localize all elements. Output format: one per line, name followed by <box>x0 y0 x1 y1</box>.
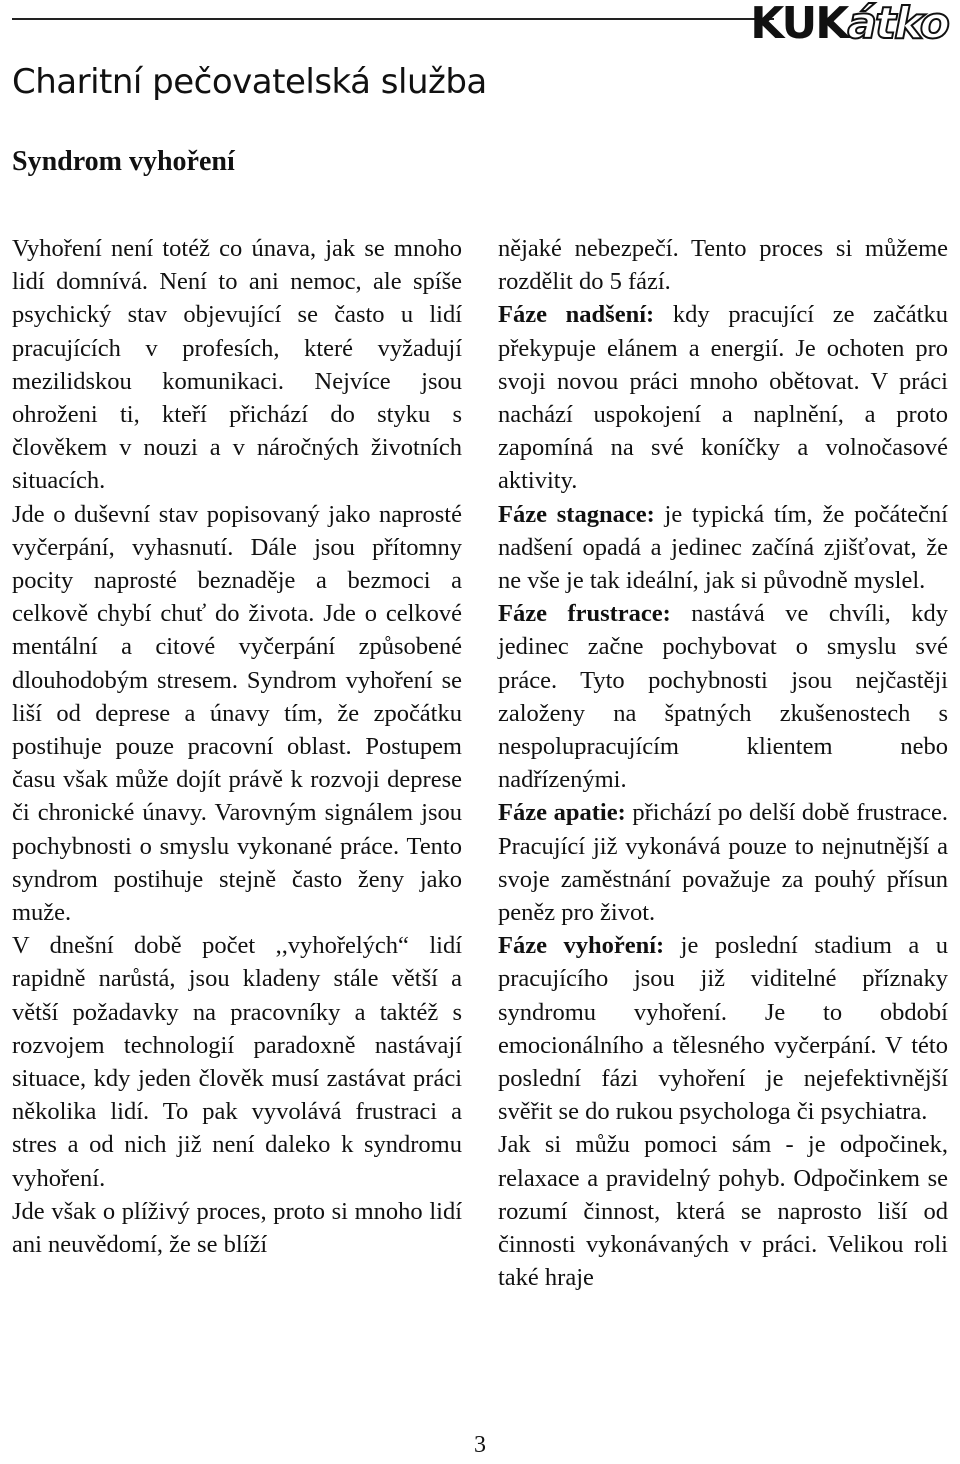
page-number: 3 <box>474 1432 486 1458</box>
article-column-left <box>12 232 462 1261</box>
phase-label: Fáze frustrace: <box>498 600 671 628</box>
phase-paragraph: Fáze nadšení: kdy pracující ze začátku překypuje elánem a energií. Je ochoten pro svoji novou práci mnoho obětovat. V práci nachází uspokojení a naplnění, a proto zapomíná na své koníčky a volnočasové aktivity. <box>498 301 948 495</box>
paragraph: Jde o duševní stav popisovaný jako naprosté vyčerpání, vyhasnutí. Dále jsou přítomny pocity naprosté beznaděje a bezmoci a celkově chybí chuť do života. Jde o celkové mentální a citové vyčerpání způsobené dlouhodobým stresem. Syndrom vyhoření se liší od deprese a únavy tím, že zpočátku postihuje pouze pracovní oblast. Postupem času však může dojít právě k rozvoji deprese či chronické únavy. Varovným signálem jsou pochybnosti o smyslu vykonané práce. Tento syndrom postihuje stejně často ženy jako muže. <box>12 500 462 927</box>
phase-paragraph: Fáze frustrace: nastává ve chvíli, kdy jedinec začne pochybovat o smyslu své práce. Tyto pochybnosti jsou nejčastěji založeny na špatných zkušenostech s nespolupracujícím klientem nebo nadřízenými. <box>498 600 948 794</box>
phase-paragraph: Fáze vyhoření: je poslední stadium a u pracujícího jsou již viditelné příznaky syndromu vyhoření. Je to období emocionálního a tělesného vyčerpání. V této poslední fázi vyhoření je nejefektivnější svěřit se do rukou psychologa či psychiatra. <box>498 932 948 1126</box>
paragraph: Jak si můžu pomoci sám - je odpočinek, relaxace a pravidelný pohyb. Odpočinkem se rozumí činnost, která se naprosto liší od činnosti vykonávaných v práci. Velikou roli také hraje <box>498 1131 948 1292</box>
kukatko-logo: KUKátko <box>750 0 948 49</box>
phase-label: Fáze vyhoření: <box>498 932 665 960</box>
header-rule <box>12 18 774 20</box>
phase-label: Fáze nadšení: <box>498 301 655 329</box>
article-column-right <box>498 232 948 1295</box>
paragraph: nějaké nebezpečí. Tento proces si můžeme rozdělit do 5 fází. <box>498 235 948 296</box>
paragraph: V dnešní době počet ,,vyhořelých“ lidí rapidně narůstá, jsou kladeny stále větší a větší požadavky na pracovníky a taktéž s rozvojem technologií paradoxně nastávají situace, kdy jeden člověk musí zastávat práci několika lidí. To pak vyvolává frustraci a stres a od nich již není daleko k syndromu vyhoření. <box>12 932 462 1192</box>
article-title: Syndrom vyhoření <box>12 146 235 177</box>
paragraph: Vyhoření není totéž co únava, jak se mnoho lidí domnívá. Není to ani nemoc, ale spíše psychický stav objevující se často u lidí pracujících v profesích, které vyžadují mezilidskou komunikaci. Nejvíce jsou ohroženi ti, kteří přichází do styku s člověkem v nouzi a v náročných životních situacích. <box>12 235 462 495</box>
phase-paragraph: Fáze stagnace: je typická tím, že počáteční nadšení opadá a jedinec začíná zjišťovat, že ne vše je tak ideální, jak si původně myslel. <box>498 500 948 595</box>
phase-paragraph: Fáze apatie: přichází po delší době frustrace. Pracující již vykonává pouze to nejnutnější a svoje zaměstnání považuje za pouhý přísun peněz pro život. <box>498 799 949 927</box>
section-header: Charitní pečovatelská služba <box>12 62 487 102</box>
phase-label: Fáze stagnace: <box>498 500 655 528</box>
phase-label: Fáze apatie: <box>498 799 626 827</box>
paragraph: Jde však o plíživý proces, proto si mnoho lidí ani neuvědomí, že se blíží <box>12 1197 462 1259</box>
